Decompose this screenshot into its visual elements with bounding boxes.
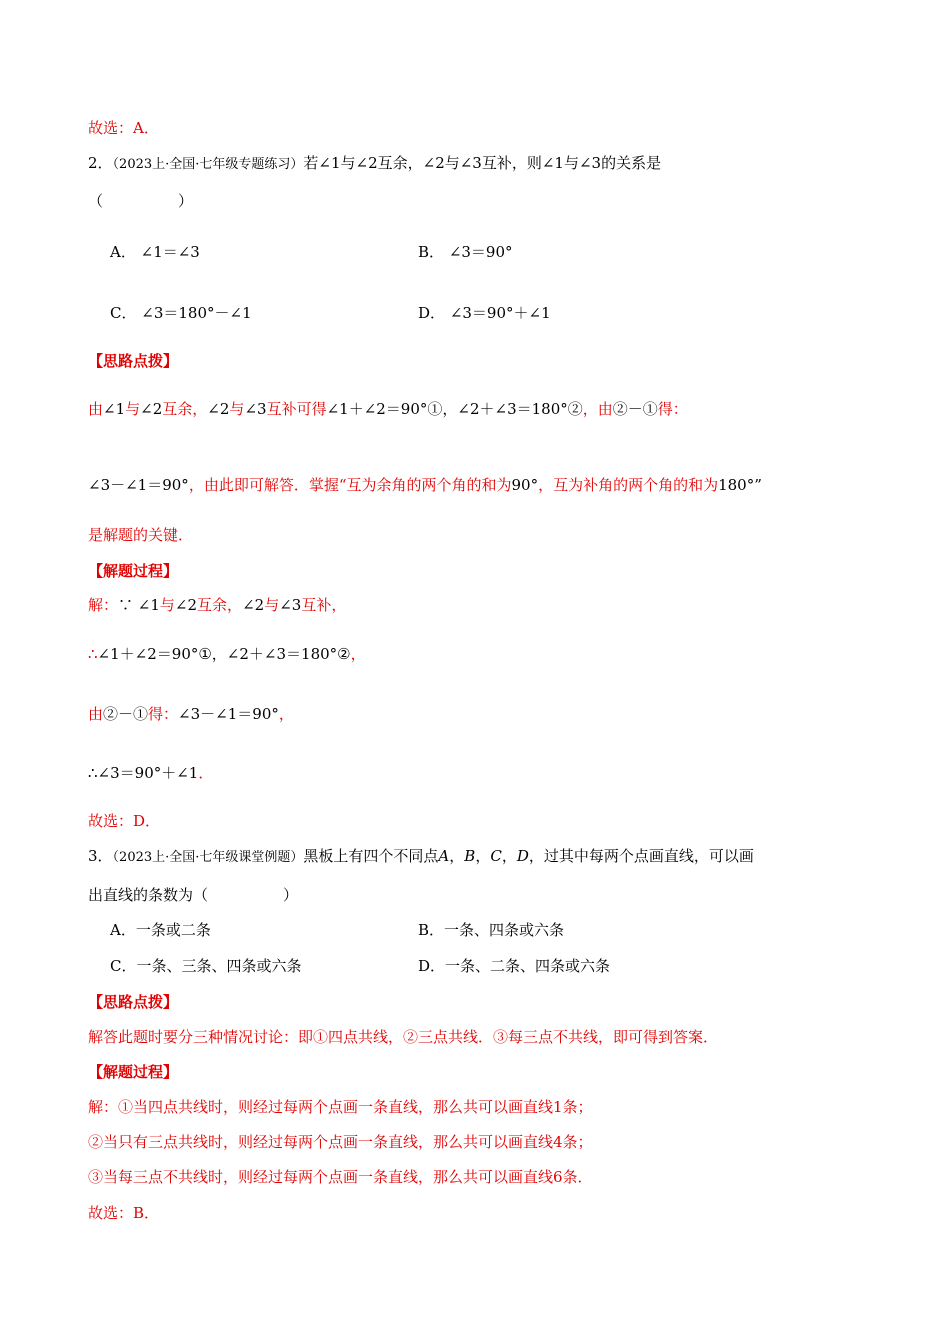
q2-source: （2023上·全国·七年级专题练习） [112, 157, 304, 172]
sol-math: ∠2 [174, 596, 198, 614]
q3-option-d-text: 一条、二条、四条或六条 [445, 957, 611, 975]
q3-hint-heading: 【思路点拨】 [88, 993, 179, 1011]
sol-math: ∠1＋∠2＝90°①，∠2＋∠3＝180°② [97, 645, 351, 663]
q3-sol-line: ③当每三点不共线时，则经过每两个点画一条直线，那么共可以画直线6条． [88, 1168, 593, 1186]
sol-text: 与 [264, 596, 280, 614]
q2-hint-line1 [88, 398, 688, 420]
q3-point-label: D [516, 847, 529, 865]
sol-math: ∠3 [279, 596, 302, 614]
q3-sol-line: 解：①当四点共线时，则经过每两个点画一条直线，那么共可以画直线1条； [88, 1098, 593, 1116]
sol-text: ， [350, 645, 366, 663]
q3-source: （2023上·全国·七年级课堂例题） [112, 850, 304, 865]
q2-option-d-text: ∠3＝90°＋∠1 [449, 304, 551, 322]
q2-number: 2． [88, 154, 113, 172]
q3-point-label: A [438, 847, 450, 865]
hint-math: ∠1 [103, 400, 126, 418]
q2-option-c-label: C． [110, 304, 137, 322]
q3-option-c[interactable] [110, 955, 302, 977]
q3-option-b[interactable] [418, 919, 564, 941]
q2-option-b[interactable] [418, 241, 513, 263]
sol-math: ②－① [103, 705, 149, 723]
prev-answer: 故选：A． [88, 119, 159, 137]
q3-stem-line1 [88, 845, 754, 869]
q2-option-a[interactable] [110, 241, 200, 263]
q2-hint-heading: 【思路点拨】 [88, 352, 179, 370]
q3-stem-text: ，过其中每两个点画直线，可以画 [528, 847, 754, 865]
q3-point-label: C [490, 847, 502, 865]
sol-text: ． [198, 764, 214, 782]
q3-stem-line2: 出直线的条数为（ ） [88, 886, 299, 904]
hint-text: ，由此即可解答．掌握“互为余角的两个角的和为 [188, 476, 512, 494]
sol-text: 由 [88, 705, 104, 723]
q2-option-a-label: A． [110, 243, 136, 261]
q2-paren: （ ） [88, 192, 194, 210]
sol-text: 得： [148, 705, 179, 723]
q2-option-d-label: D． [418, 304, 446, 322]
q2-sol-line4 [88, 762, 213, 784]
q3-option-a-text: 一条或二条 [135, 921, 211, 939]
q3-option-a-label: A． [110, 921, 136, 939]
sol-math: ∴∠3＝90°＋∠1 [88, 764, 199, 782]
q2-sol-line3 [88, 703, 294, 725]
q2-option-b-text: ∠3＝90° [448, 243, 513, 261]
hint-math: ∠3 [244, 400, 267, 418]
hint-math: ∠2 [140, 400, 163, 418]
q3-stem-text: 黑板上有四个不同点 [303, 847, 439, 865]
q2-solution-heading: 【解题过程】 [88, 562, 179, 580]
q2-option-c-text: ∠3＝180°－∠1 [141, 304, 252, 322]
sol-text: ∴ [88, 645, 98, 663]
q2-option-b-label: B． [418, 243, 445, 261]
hint-text: 互补可得 [266, 400, 327, 418]
q2-sol-line1 [88, 594, 346, 616]
q2-option-d[interactable] [418, 302, 551, 324]
hint-text: 得： [657, 400, 688, 418]
sol-math: ∠2 [242, 596, 265, 614]
q2-stem-line [88, 152, 661, 176]
q3-sol-line: ②当只有三点共线时，则经过每两个点画一条直线，那么共可以画直线4条； [88, 1133, 593, 1151]
q2-option-a-text: ∠1＝∠3 [140, 243, 200, 261]
q2-answer: 故选：D． [88, 812, 161, 830]
q3-option-b-label: B． [418, 921, 445, 939]
sol-text: ， [278, 705, 294, 723]
sol-text: 互补， [301, 596, 347, 614]
q3-number: 3． [88, 847, 113, 865]
hint-text: ，互为补角的两个角的和为 [538, 476, 719, 494]
hint-text: ，由 [582, 400, 613, 418]
q3-point-label: B [464, 847, 476, 865]
q2-hint-line3: 是解题的关键． [88, 526, 194, 544]
hint-math: 90° [511, 476, 539, 494]
q3-option-d-label: D． [418, 957, 446, 975]
sol-text: 互余， [197, 596, 243, 614]
q2-option-c[interactable] [110, 302, 252, 324]
q2-sol-line2 [88, 643, 366, 665]
hint-math: ∠3－∠1＝90° [88, 476, 189, 494]
sol-text: 与 [159, 596, 175, 614]
hint-text: 由 [88, 400, 104, 418]
hint-text: 与 [229, 400, 245, 418]
hint-math: ②－① [612, 400, 658, 418]
hint-text: 互余， [162, 400, 208, 418]
hint-math: ∠2 [207, 400, 230, 418]
q3-option-b-text: 一条、四条或六条 [444, 921, 565, 939]
q2-hint-line2 [88, 474, 762, 496]
sol-math: ∵ ∠1 [118, 596, 160, 614]
hint-text: 与 [125, 400, 141, 418]
q3-hint: 解答此题时要分三种情况讨论：即①四点共线，②三点共线．③每三点不共线，即可得到答案． [88, 1028, 719, 1046]
q3-option-c-text: 一条、三条、四条或六条 [136, 957, 302, 975]
q3-option-a[interactable] [110, 919, 211, 941]
q3-option-d[interactable] [418, 955, 610, 977]
q3-stem-text: ， [475, 847, 491, 865]
sol-text: 解： [88, 596, 119, 614]
q2-stem: 若∠1与∠2互余，∠2与∠3互补，则∠1与∠3的关系是 [303, 154, 662, 172]
hint-math: 180°” [718, 476, 762, 494]
q3-solution-heading: 【解题过程】 [88, 1063, 179, 1081]
q3-answer: 故选：B． [88, 1204, 160, 1222]
sol-math: ∠3－∠1＝90° [178, 705, 279, 723]
hint-math: ∠1＋∠2＝90°①，∠2＋∠3＝180°② [326, 400, 583, 418]
q3-stem-text: ， [501, 847, 517, 865]
q3-option-c-label: C． [110, 957, 137, 975]
q3-stem-text: ， [449, 847, 465, 865]
